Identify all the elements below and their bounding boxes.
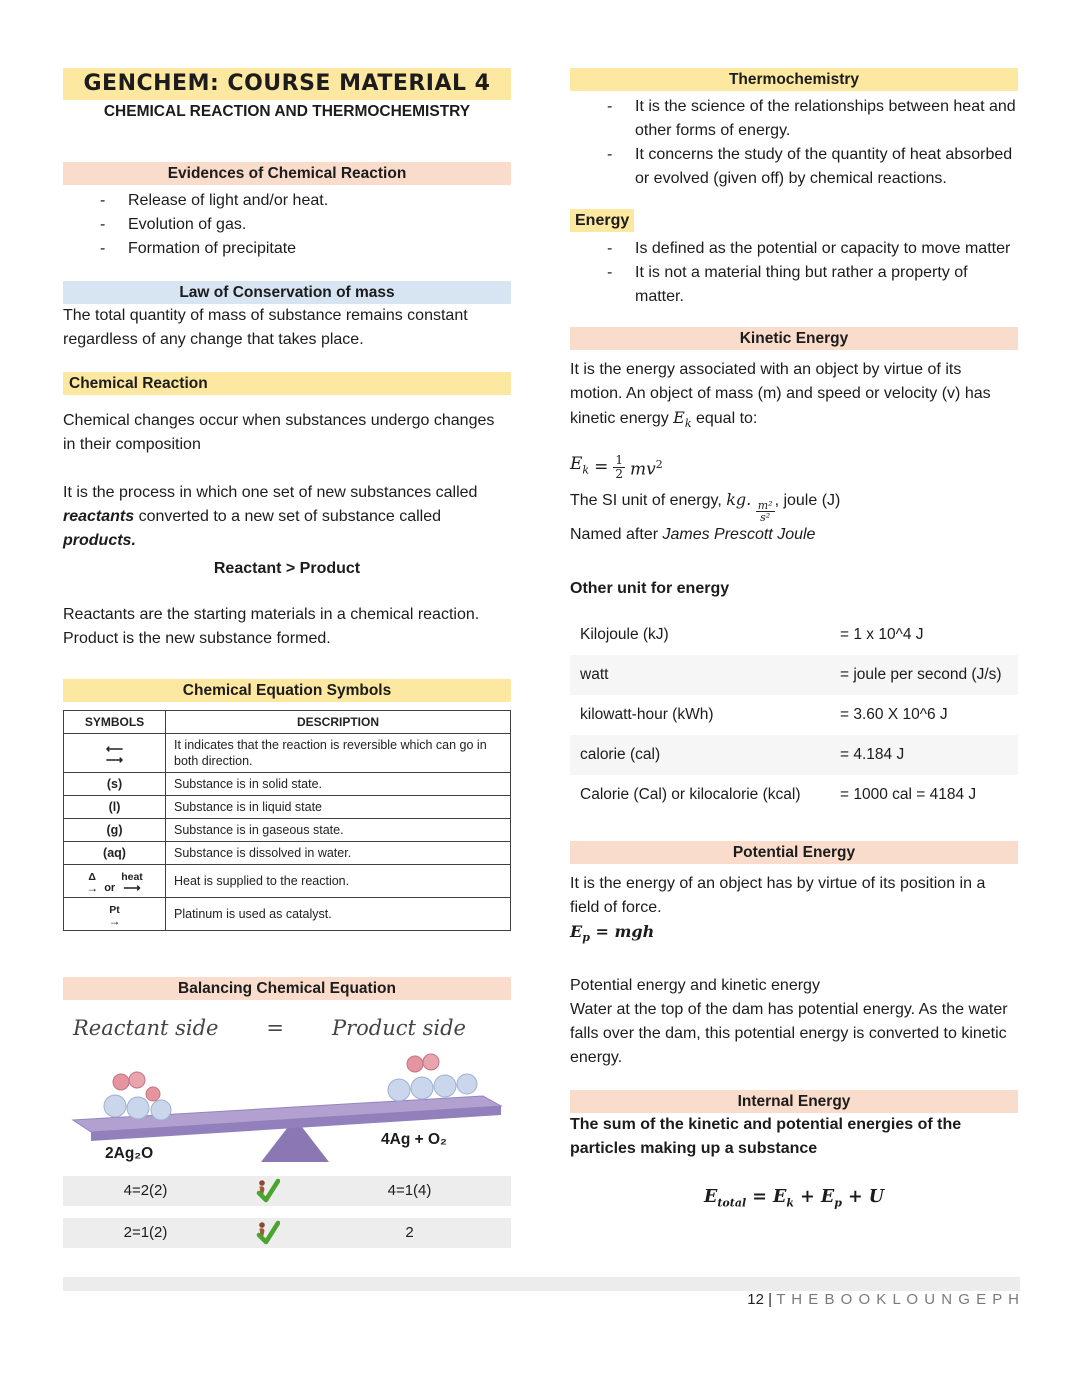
unit-row [570,615,1018,655]
symbols-col-header: SYMBOLS [64,711,166,734]
list-item-text: It is the science of the relationships between heat and other forms of energy. [635,98,1016,139]
si-unit-line [570,488,1018,523]
reactant-count: 2=1(2) [123,1224,168,1241]
formula-mv: mv [629,459,656,480]
arrow: ⟶ [123,881,141,895]
products-term: products. [63,532,136,549]
symbol-description: Heat is supplied to the reaction. [166,865,511,898]
table-row [64,819,511,842]
or-text: or [104,882,116,894]
chemical-symbols-table [63,710,511,931]
formula-exponent: 2 [655,457,663,471]
formula-subscript: k [582,463,590,477]
reactant-side-label: Reactant side [73,1016,219,1040]
platinum-symbol [64,898,166,931]
kinetic-energy-formula [570,452,1018,482]
ek-subscript: k [684,417,692,431]
unit-label: kilowatt-hour (kWh) [580,706,714,724]
unit-row [570,655,1018,695]
formula-base: E [570,922,583,942]
thermochemistry-list [570,95,1018,191]
footer-divider [63,1277,1020,1291]
product-molecules [388,1054,477,1101]
gas-state-symbol: (g) [64,819,166,842]
symbol-description: Substance is in liquid state [166,796,511,819]
kg-symbol: kg. [726,490,752,510]
energy-header-row [570,209,1018,233]
potential-energy-body: It is the energy of an object has by virtue of its position in a field of force. [570,875,986,917]
right-column [570,68,1018,1248]
other-units-header: Other unit for energy [570,580,730,598]
course-title: GENCHEM: COURSE MATERIAL 4 [63,68,511,100]
reactant-formula: 2Ag₂O [105,1145,154,1162]
unit-value: = 1000 cal = 4184 J [840,786,977,804]
arrow-top: ⟵ [105,741,124,756]
table-row [64,898,511,931]
paragraph-text: It is the energy associated with an object by virtue of its motion. An object of mass (m) and speed or velocity (v) has kinetic energy [570,361,991,427]
list-item-text: Formation of precipitate [128,240,297,257]
symbol-description: Substance is dissolved in water. [166,842,511,865]
paragraph-text: converted to a new set of substance called [134,508,442,525]
section-header-evidences: Evidences of Chemical Reaction [63,162,511,185]
section-header-conservation: Law of Conservation of mass [63,281,511,304]
table-row [64,842,511,865]
unit-label: watt [580,666,609,684]
heat-label: heat [121,871,143,883]
section-header-symbols: Chemical Equation Symbols [63,679,511,702]
unit-label: Calorie (Cal) or kilocalorie (kcal) [580,786,801,804]
list-item [570,95,1018,143]
table-row [64,865,511,898]
list-item [570,261,1018,309]
page-number: 12 | [747,1291,773,1308]
brand-name: T H E B O O K L O U N G E P H [776,1291,1020,1308]
unit-value: = 4.184 J [840,746,905,764]
section-header-kinetic-energy: Kinetic Energy [570,327,1018,350]
one-half-fraction: $\frac{1}{2}$ [615,452,623,481]
product-side-label: Product side [331,1016,466,1040]
formula-subscript: p [582,931,590,945]
aqueous-symbol: (aq) [64,842,166,865]
named-after-line [570,523,1018,547]
unit-value: = 1 x 10^4 J [840,626,924,644]
paragraph-text: equal to: [691,410,758,427]
kinetic-energy-body [570,358,1018,436]
symbol-description: Substance is in gaseous state. [166,819,511,842]
unit-row [570,735,1018,775]
arrow: → [86,881,99,895]
section-header-chemical-reaction: Chemical Reaction [63,372,511,395]
balance-check-row [63,1218,511,1248]
reactant-count: 4=2(2) [123,1182,168,1199]
left-column [63,68,511,1248]
reactant-product-line: Reactant > Product [213,560,361,577]
list-item-text: Evolution of gas. [128,216,247,233]
balance-check-row [63,1176,511,1206]
unit-value: = joule per second (J/s) [840,666,1002,684]
internal-energy-body: The sum of the kinetic and potential energies of the particles making up a substance [570,1116,962,1158]
chemical-reaction-p4: Product is the new substance formed. [63,630,331,647]
paragraph-text: It is the process in which one set of new substances called [63,484,478,501]
unit-label: Kilojoule (kJ) [580,626,669,644]
list-item [63,237,511,261]
list-item-text: It concerns the study of the quantity of heat absorbed or evolved (given off) by chemical reactions. [635,146,1013,187]
reactant-molecules [104,1072,171,1120]
arrow-bottom: ⟶ [105,752,124,767]
check-icon [256,1178,280,1204]
equals-sign: = [594,457,609,478]
check-icon [256,1220,280,1246]
table-row [64,734,511,773]
table-row [64,796,511,819]
seesaw-illustration [63,1044,511,1166]
list-item [570,237,1018,261]
symbol-description: Platinum is used as catalyst. [166,898,511,931]
unit-row [570,775,1018,815]
arrow: → [108,914,121,928]
energy-units-table [570,615,1018,815]
reversible-arrows-symbol [64,734,166,773]
table-row [64,773,511,796]
list-item-text: Is defined as the potential or capacity to move matter [635,240,1011,257]
unit-label: calorie (cal) [580,746,661,764]
unit-row [570,695,1018,735]
energy-list [570,237,1018,309]
chemical-reaction-p1: Chemical changes occur when substances undergo changes in their composition [63,412,495,453]
list-item-text: It is not a material thing but rather a property of matter. [635,264,968,305]
delta-symbol: Δ [88,871,96,883]
symbol-description: It indicates that the reaction is reversible which can go in both direction. [166,734,511,773]
section-header-balancing: Balancing Chemical Equation [63,977,511,1000]
potential-kinetic-line: Potential energy and kinetic energy [570,977,820,995]
chemical-reaction-p3: Reactants are the starting materials in a chemical reaction. [63,606,480,623]
pt-label: Pt [109,904,120,916]
page-footer [747,1291,1020,1308]
section-header-energy: Energy [570,209,634,232]
unit-value: = 3.60 X 10^6 J [840,706,948,724]
m2-s2-fraction: $\frac{\text{m²}}{\text{s²}}$ [757,499,773,525]
section-header-internal-energy: Internal Energy [570,1090,1018,1113]
potential-energy-formula [570,920,1018,950]
evidences-list [63,189,511,261]
list-item [63,213,511,237]
dam-example: Water at the top of the dam has potential energy. As the water falls over the dam, this potential energy is converted to kinetic energy. [570,1001,1008,1067]
product-formula: 4Ag + O₂ [381,1131,447,1148]
product-count: 4=1(4) [387,1182,432,1199]
conservation-body: The total quantity of mass of substance remains constant regardless of any change that takes place. [63,307,468,348]
list-item [63,189,511,213]
section-header-thermochemistry: Thermochemistry [570,68,1018,91]
heat-symbol [64,865,166,898]
reactants-term: reactants [63,508,135,525]
paragraph-text: Named after [570,526,663,544]
paragraph-text: , joule (J) [774,492,841,510]
liquid-state-symbol: (l) [64,796,166,819]
chemical-reaction-p2 [63,481,511,553]
solid-state-symbol: (s) [64,773,166,796]
seesaw-labels [63,1012,511,1044]
ek-symbol: E [673,408,685,427]
internal-energy-formula: $E_{total} = E_k + E_p + U$ [704,1187,884,1210]
description-col-header: DESCRIPTION [166,711,511,734]
product-count: 2 [405,1224,414,1241]
paragraph-text: The SI unit of energy, [570,492,727,510]
formula-base: E [570,454,583,474]
equals-sign: = [266,1016,285,1040]
list-item-text: Release of light and/or heat. [128,192,329,209]
joule-name: James Prescott Joule [662,526,816,544]
symbol-description: Substance is in solid state. [166,773,511,796]
section-header-potential-energy: Potential Energy [570,841,1018,864]
table-header-row [64,711,511,734]
formula-mgh: = mgh [589,922,655,942]
list-item [570,143,1018,191]
course-subtitle: CHEMICAL REACTION AND THERMOCHEMISTRY [103,103,471,120]
